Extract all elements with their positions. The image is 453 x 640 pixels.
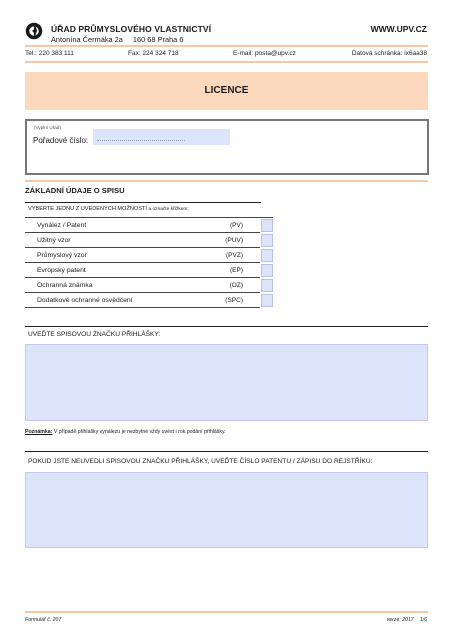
org-city: 160 68 Praha 6 xyxy=(132,35,184,44)
note xyxy=(25,429,226,435)
org-address xyxy=(51,35,183,44)
option-checkbox-puv[interactable] xyxy=(261,234,273,247)
choice-heading-rule xyxy=(25,202,261,203)
contact-divider xyxy=(25,61,428,63)
org-street: Antonína Čermáka 2a xyxy=(51,35,123,44)
option-label: Užitný vzor xyxy=(37,237,71,244)
option-label: Průmyslový vzor xyxy=(37,252,87,259)
option-checkbox-oz[interactable] xyxy=(261,279,273,292)
office-use-hint: (Vyplní Úřad) xyxy=(34,125,61,130)
option-code: (SPC) xyxy=(225,297,243,304)
upv-emblem-icon xyxy=(25,22,43,40)
footer-version xyxy=(387,617,427,623)
option-checkbox-pv[interactable] xyxy=(261,219,273,232)
note-text: V případě přihlášky vynálezu je nezbytné vždy uvést i rok podání přihlášky. xyxy=(52,429,226,435)
office-use-box xyxy=(25,119,429,175)
section-title: ZÁKLADNÍ ÚDAJE O SPISU xyxy=(25,186,125,195)
option-code: (PUV) xyxy=(225,237,243,244)
option-code: (OZ) xyxy=(229,282,243,289)
choice-heading xyxy=(28,206,189,212)
option-row-puv[interactable] xyxy=(25,233,273,248)
contact-databox: Datová schránka: ix6aa38 xyxy=(351,50,427,57)
option-label: Evropský patent xyxy=(37,267,86,274)
patent-number-input[interactable] xyxy=(25,472,428,548)
option-code: (PV) xyxy=(230,222,243,229)
note-label: Poznámka: xyxy=(25,429,53,435)
row-rule xyxy=(25,307,260,308)
sequence-number-label: Pořadové číslo: xyxy=(33,136,89,145)
option-checkbox-ep[interactable] xyxy=(261,264,273,277)
form-number: Formulář č. 207 xyxy=(25,617,62,623)
option-label: Vynález / Patent xyxy=(37,222,87,229)
option-label: Dodatkové ochranné osvědčení xyxy=(37,297,133,304)
option-row-ep[interactable] xyxy=(25,263,273,278)
org-website-link[interactable]: WWW.UPV.CZ xyxy=(370,24,427,34)
file-mark-rule xyxy=(25,326,428,327)
version-text: verze: 2017 xyxy=(386,617,414,623)
option-label: Ochranná známka xyxy=(37,282,93,289)
option-checkbox-pvz[interactable] xyxy=(261,249,273,262)
option-code: (PVZ) xyxy=(226,252,243,259)
contact-fax: Fax: 224 324 718 xyxy=(128,50,179,57)
footer-divider xyxy=(25,611,428,613)
option-row-oz[interactable] xyxy=(25,278,273,293)
option-row-spc[interactable] xyxy=(25,293,273,308)
patent-number-label: POKUD JSTE NEUVEDLI SPISOVOU ZNAČKU PŘIHLÁŠKY, UVEĎTE ČÍSLO PATENTU / ZÁPISU DO REJSTŘÍKU: xyxy=(28,458,373,465)
sequence-number-dotted-line xyxy=(97,140,185,141)
header-divider xyxy=(25,45,428,47)
choice-heading-instruction: a označte křížkem: xyxy=(148,207,189,212)
option-checkbox-spc[interactable] xyxy=(261,294,273,307)
patent-number-rule xyxy=(25,451,428,452)
option-code: (EP) xyxy=(230,267,243,274)
file-mark-label: UVEĎTE SPISOVOU ZNAČKU PŘIHLÁŠKY: xyxy=(28,331,161,338)
file-mark-input[interactable] xyxy=(25,344,428,421)
org-name: ÚŘAD PRŮMYSLOVÉHO VLASTNICTVÍ xyxy=(51,24,212,34)
contact-phone: Tel.: 220 383 111 xyxy=(25,50,74,57)
page-number: 1/6 xyxy=(419,617,427,623)
contact-email[interactable]: E-mail: posta@upv.cz xyxy=(233,50,296,57)
section-divider xyxy=(25,180,428,182)
form-title: LICENCE xyxy=(204,85,249,96)
sequence-number-field[interactable] xyxy=(93,129,230,145)
option-row-pv[interactable] xyxy=(25,218,273,233)
choice-heading-main: VYBERTE JEDNU Z UVEDENÝCH MOŽNOSTÍ xyxy=(28,206,147,212)
option-row-pvz[interactable] xyxy=(25,248,273,263)
